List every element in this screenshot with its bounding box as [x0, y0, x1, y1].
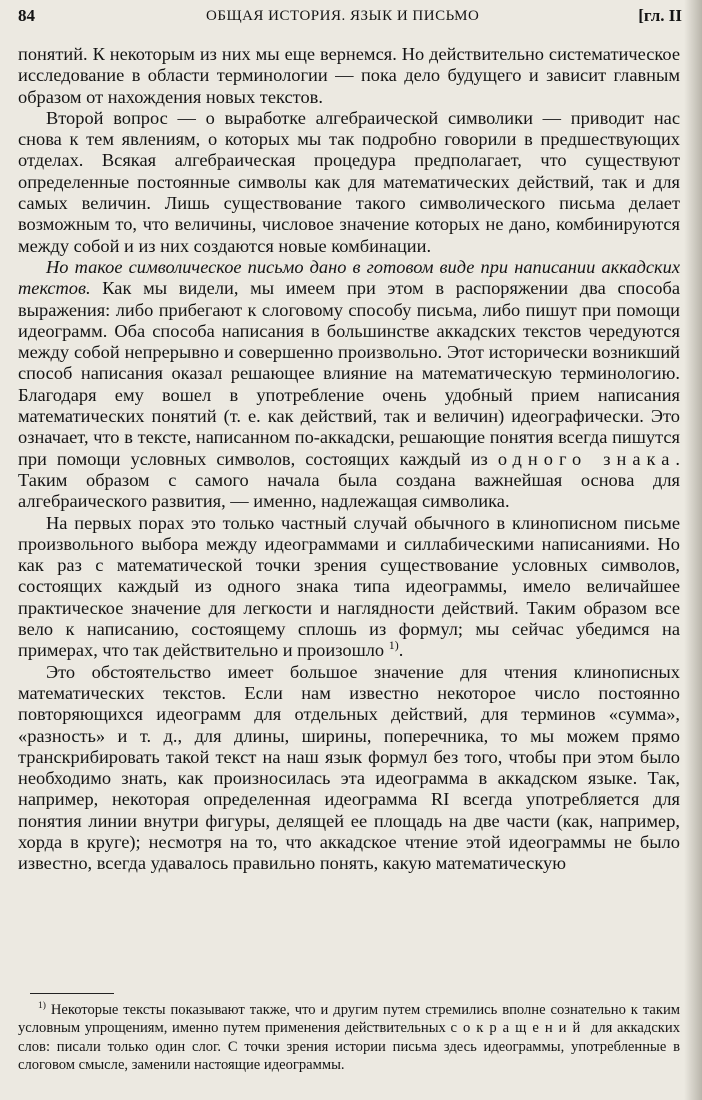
- chapter-label: [гл. II: [638, 6, 682, 25]
- page-edge-shadow: [684, 0, 702, 1100]
- paragraph-1: понятий. К некоторым из них мы еще вернемся. Но действительно систематическое исследование в области терминологии — пока дело будущего и зависит главным образом от нахождения новых текстов.: [18, 44, 680, 107]
- italic-sentence: Но такое символическое письмо дано в готовом виде при написании аккадских текстов.: [18, 256, 680, 299]
- footnote-spaced-word: сокращений: [450, 1020, 587, 1037]
- footnote-marker: 1): [38, 1001, 46, 1012]
- paragraph-2: Второй вопрос — о выработке алгебраической символики — приводит нас снова к тем явлениям, о которых мы так подробно говорили в предшествующих отделах. Всякая алгебраическая процедура предполагает, что существуют определенные постоянные символы как для математических действий, так и для самых величин. Лишь существование такого символического письма делает возможным то, что величины, числовое значение которых не дано, комбинируются между собой и из них создаются новые комбинации.: [18, 107, 680, 256]
- paragraph-3: [18, 257, 680, 513]
- paragraph-3-text-a: Как мы видели, мы имеем при этом в распоряжении два способа выражения: либо прибегают к слоговому способу письма, либо пишут при помощи идеограмм. Оба способа написания в большинстве аккадских текстов чередуются между собой непрерывно и совершенно произвольно. Этот исторически возникший способ написания оказал решающее влияние на математическую терминологию. Благодаря ему вошел в употребление очень удобный прием написания математических понятий (т. е. как действий, так и величин) идеографически. Это означает, что в тексте, написанном по-аккадски, решающие понятия всегда пишутся при помощи условных символов, состоящих каждый из: [18, 278, 680, 469]
- spaced-emphasis: одного знака: [497, 448, 676, 469]
- paragraph-4-end: .: [398, 640, 404, 661]
- footnote-text-b: для аккадских слов: писали только один слог. С точки зрения истории письма здесь идеограммы, употребленные в слоговом смысле, заменили настоящие идеограммы.: [18, 1020, 681, 1074]
- paragraph-5: Это обстоятельство имеет большое значение для чтения клинописных математических текстов. Если нам известно некоторое число постоянно повторяющихся идеограмм для отдельных действий, для терминов «сумма», «разность» и т. д., для длины, ширины, поперечника, то мы можем прямо транскрибировать такой текст на наш язык формул без того, чтобы при этом было необходимо знать, как произносилась эта идеограмма в аккадском языке. Так, например, некоторая определенная идеограмма RI всегда употребляется для понятия линии внутри фигуры, делящей ее площадь на две части (как, например, хорда в круге); несмотря на то, что аккадское чтение этой идеограммы не было известно, всегда удавалось правильно понять, какую математическую: [18, 661, 680, 874]
- footnote-reference: 1): [388, 638, 399, 653]
- page-header: [18, 4, 682, 28]
- paragraph-3-text-b: . Таким образом с самого начала была создана важнейшая основа для алгебраического развития, — именно, надлежащая символика.: [18, 448, 680, 512]
- paragraph-4-text: На первых порах это только частный случай обычного в клинописном письме произвольного выбора между идеограммами и силлабическими написаниями. Но как раз с математической точки зрения существование условных символов, состоящих каждый из одного знака типа идеограммы, имело величайшее практическое значение для легкости и наглядности действий. Таким образом все вело к написанию, состоящему сплошь из формул; мы сейчас убедимся на примерах, что так действительно и произошло: [18, 512, 680, 661]
- main-text: [18, 44, 680, 875]
- footnote: [18, 1001, 680, 1075]
- footnote-text-a: Некоторые тексты показывают также, что и другим путем стремились вполне сознательно к таким условным упрощениям, именно путем применения действительных: [18, 1002, 680, 1037]
- footnote-text: [18, 1001, 680, 1075]
- footnote-divider: [30, 993, 114, 994]
- running-title: ОБЩАЯ ИСТОРИЯ. ЯЗЫК И ПИСЬМО: [206, 8, 480, 24]
- page-number: 84: [18, 6, 35, 25]
- paragraph-4: [18, 513, 680, 662]
